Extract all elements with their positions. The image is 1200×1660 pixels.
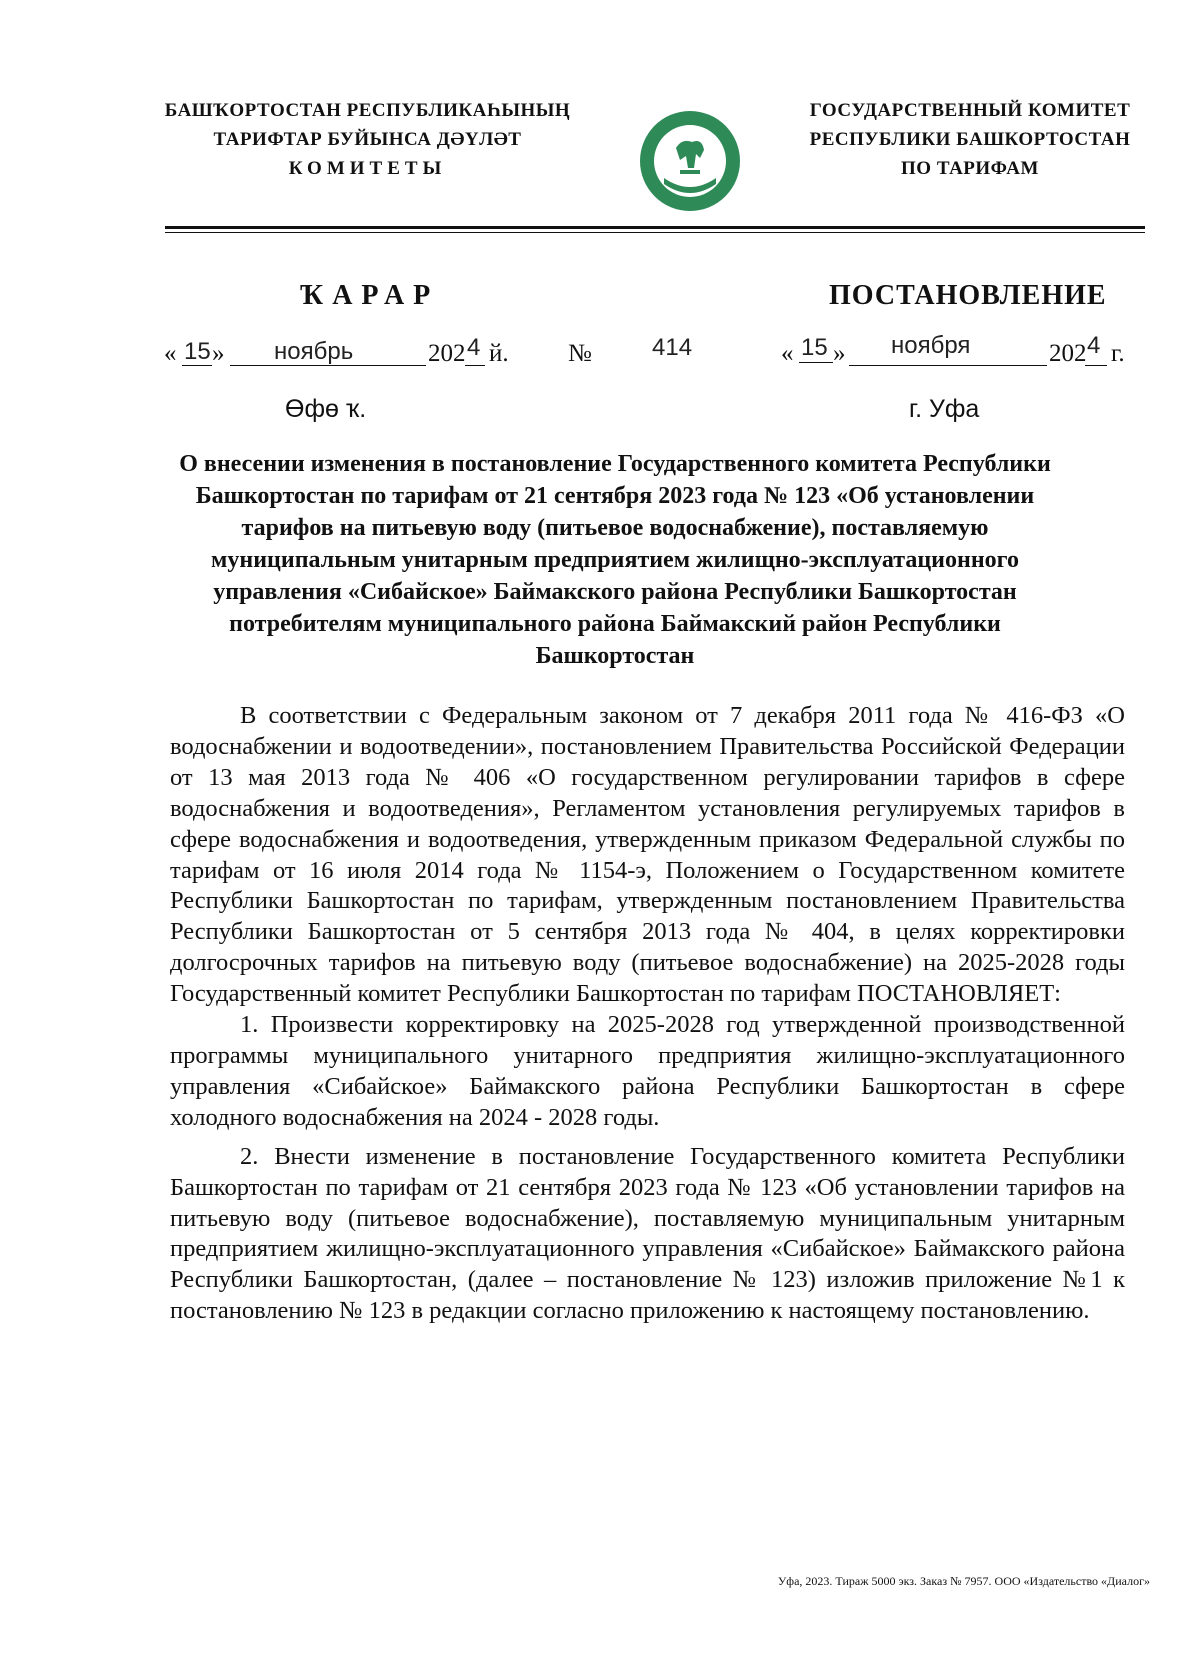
header-russian-line-2: РЕСПУБЛИКИ БАШКОРТОСТАН — [809, 129, 1131, 150]
document-type-bashkir: ҠАРАР — [300, 280, 440, 311]
document-body — [170, 701, 1125, 1327]
document-number — [568, 334, 718, 372]
header-bashkir-line-3: КОМИТЕТЫ — [288, 158, 447, 179]
date-right — [781, 332, 1151, 372]
date-left-day: 15 — [184, 338, 211, 365]
date-left — [164, 334, 534, 372]
date-right-year-prefix: 202 — [1049, 340, 1087, 367]
date-right-day-underline — [799, 362, 833, 363]
print-footer: Уфа, 2023. Тираж 5000 экз. Заказ № 7957. ООО «Издательство «Диалог» — [777, 1574, 1150, 1588]
document-type-russian: ПОСТАНОВЛЕНИЕ — [829, 280, 1107, 311]
header-russian-line-3: ПО ТАРИФАМ — [901, 158, 1039, 179]
city-russian: г. Уфа — [909, 395, 980, 423]
date-left-open-quote: « — [164, 340, 177, 367]
date-right-open-quote: « — [781, 340, 794, 367]
number-value: 414 — [652, 334, 693, 361]
header-rule-thin — [165, 232, 1145, 233]
date-left-suffix: й. — [489, 340, 509, 367]
header-russian — [770, 96, 1170, 183]
header-bashkir — [140, 96, 595, 183]
date-right-suffix: г. — [1111, 340, 1125, 367]
date-right-year-digit: 4 — [1087, 332, 1101, 359]
document-subject: О внесении изменения в постановление Государственного комитета Республики Башкортостан по тарифам от 21 сентября 2023 года № 123 «Об установлении тарифов на питьевую воду (питьевое водоснабжение), поставляемую муниципальным унитарным предприятием жилищно-эксплуатационного управления «Сибайское» Баймакского района Республики Башкортостан потребителям муниципального района Баймакский район Республики Башкортостан — [179, 451, 1051, 669]
date-left-close-quote: » — [212, 340, 225, 367]
header-russian-line-1: ГОСУДАРСТВЕННЫЙ КОМИТЕТ — [809, 100, 1131, 121]
header-bashkir-line-2: ТАРИФТАР БУЙЫНСА ДӘҮЛӘТ — [213, 129, 522, 150]
body-paragraph-item-1: 1. Произвести корректировку на 2025-2028 год утвержденной производственной программы муниципального унитарного предприятия жилищно-эксплуатационного управления «Сибайское» Баймакского района Республики Башкортостан в сфере холодного водоснабжения на 2024 - 2028 годы. — [170, 1011, 1125, 1131]
date-right-year-underline — [1085, 365, 1107, 366]
city-bashkir: Өфө ҡ. — [285, 395, 367, 423]
date-left-year-underline — [465, 365, 485, 366]
date-right-day: 15 — [801, 334, 828, 361]
date-left-day-underline — [182, 365, 212, 366]
body-paragraph-preamble: В соответствии с Федеральным законом от 7 декабря 2011 года № 416-ФЗ «О водоснабжении и водоотведении», постановлением Правительства Российской Федерации от 13 мая 2013 года № 406 «О государственном регулировании тарифов в сфере водоснабжения и водоотведения», Регламентом установления регулируемых тарифов в сфере водоснабжения и водоотведения, утвержденным приказом Федеральной службы по тарифам от 16 июля 2014 года № 1154-э, Положением о Государственном комитете Республики Башкортостан по тарифам, утвержденным постановлением Правительства Республики Башкортостан от 5 сентября 2013 года № 404, в целях корректировки долгосрочных тарифов на питьевую воду (питьевое водоснабжение) на 2025-2028 годы Государственный комитет Республики Башкортостан по тарифам ПОСТАНОВЛЯЕТ: — [170, 702, 1125, 1008]
date-left-year-prefix: 202 — [428, 340, 466, 367]
bashkortostan-emblem-icon — [636, 108, 744, 214]
body-paragraph-item-2: 2. Внести изменение в постановление Государственного комитета Республики Башкортостан по тарифам от 21 сентября 2023 года № 123 «Об установлении тарифов на питьевую воду (питьевое водоснабжение), поставляемую муниципальным унитарным предприятием жилищно-эксплуатационного управления «Сибайское» Баймакского района Республики Башкортостан, (далее – постановление № 123) изложив приложение №1 к постановлению № 123 в редакции согласно приложению к настоящему постановлению. — [170, 1142, 1125, 1325]
date-right-close-quote: » — [833, 340, 846, 367]
header-bashkir-line-1: БАШҠОРТОСТАН РЕСПУБЛИКАҺЫНЫҢ — [164, 100, 571, 121]
date-left-month-underline — [230, 365, 426, 366]
date-right-month: ноября — [891, 332, 971, 359]
date-right-month-underline — [849, 365, 1047, 366]
date-left-year-digit: 4 — [467, 334, 481, 361]
header-rule-thick — [165, 226, 1145, 229]
number-sign: № — [568, 340, 592, 367]
date-left-month: ноябрь — [274, 338, 354, 365]
